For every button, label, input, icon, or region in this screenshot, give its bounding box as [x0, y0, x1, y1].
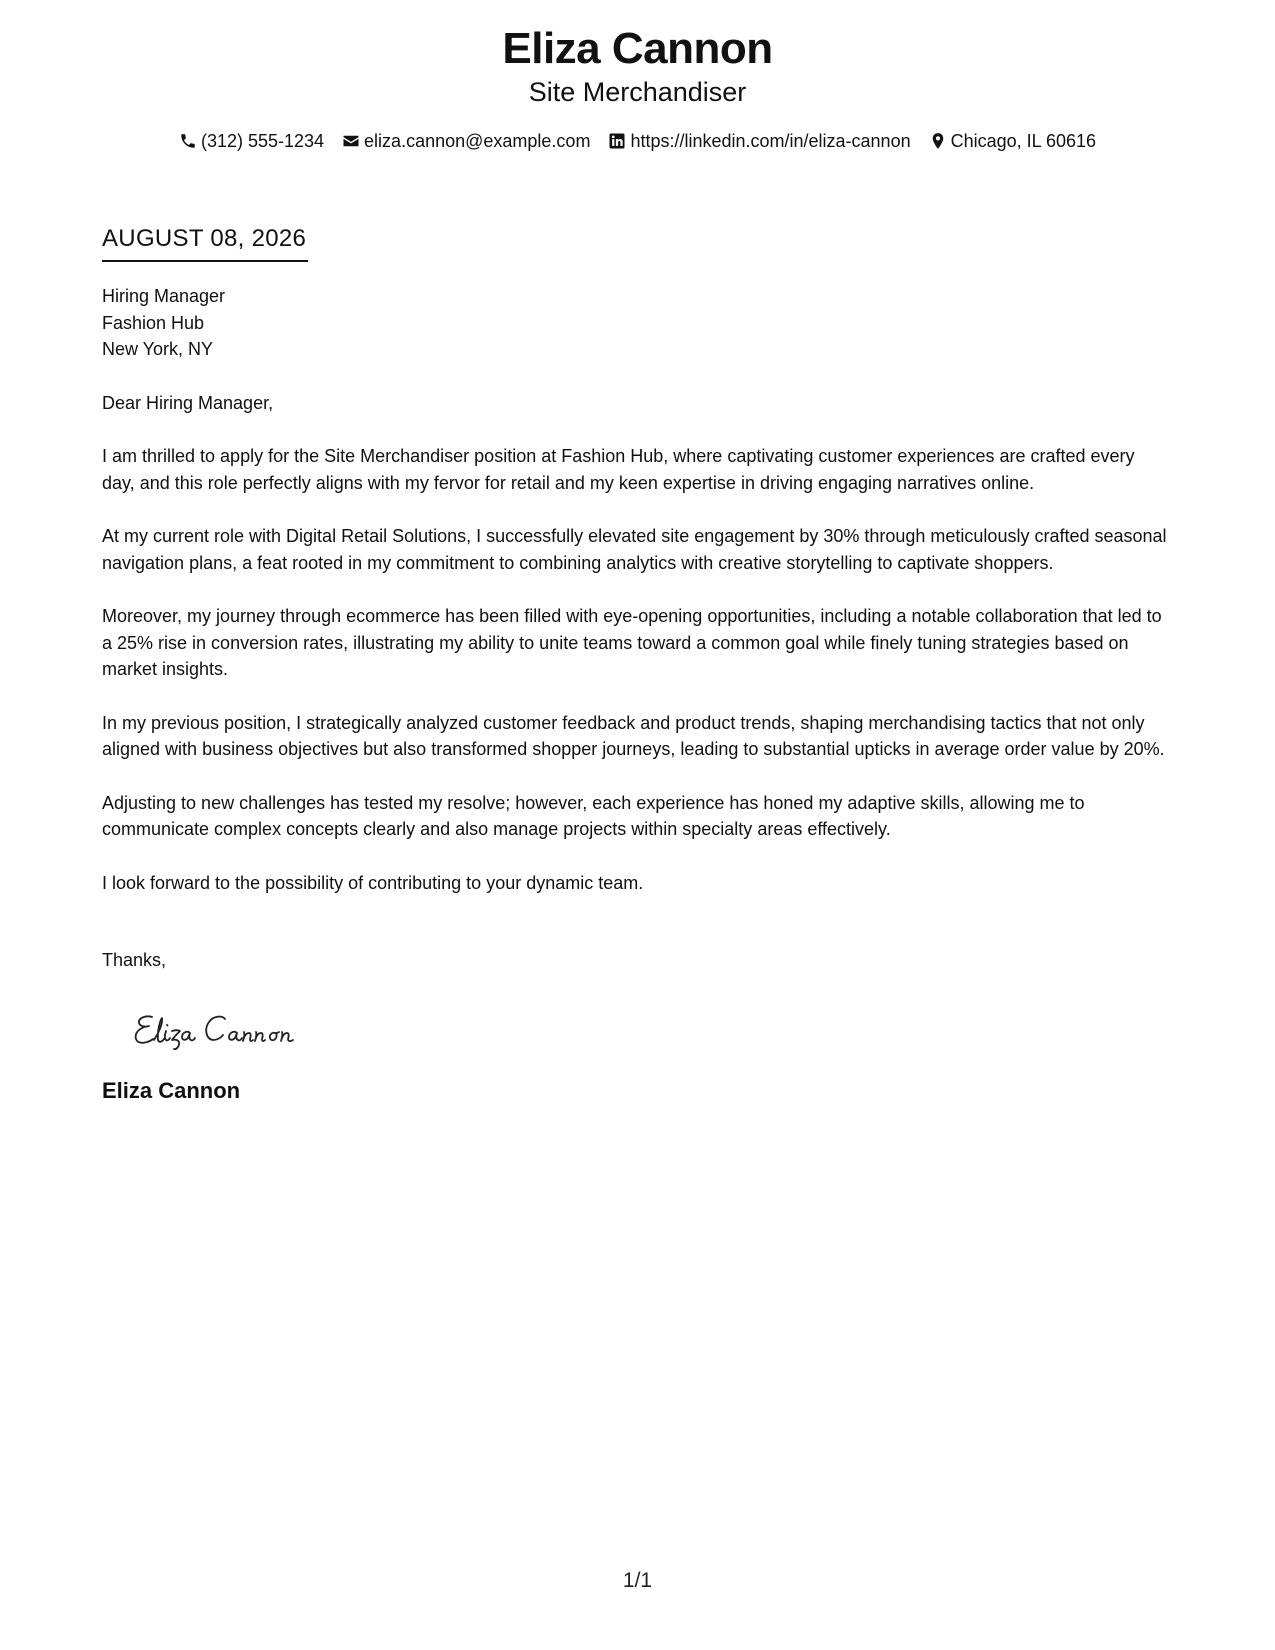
contact-phone-text: (312) 555-1234	[200, 131, 325, 151]
salutation: Dear Hiring Manager,	[102, 392, 274, 413]
contact-email[interactable]	[342, 130, 590, 152]
contact-linkedin[interactable]	[608, 130, 910, 152]
page-indicator: 1/1	[622, 1569, 653, 1592]
letter-header	[0, 22, 1275, 152]
recipient-line: New York, NY	[102, 339, 214, 359]
recipient-address	[102, 283, 1167, 363]
contact-location-text: Chicago, IL 60616	[950, 131, 1097, 151]
body-paragraph: At my current role with Digital Retail Solutions, I successfully elevated site engagement by 30% through meticulously crafted seasonal navigation plans, a feat rooted in my commitment to combining analytics with creative storytelling to captivate shoppers.	[102, 526, 1167, 573]
envelope-icon	[342, 132, 360, 150]
letter-date: AUGUST 08, 2026	[102, 224, 308, 262]
linkedin-icon	[608, 132, 626, 150]
recipient-line: Hiring Manager	[102, 286, 226, 306]
applicant-name: Eliza Cannon	[502, 24, 773, 73]
letter-body	[102, 283, 1167, 1105]
signature-image	[130, 1007, 330, 1055]
recipient-line: Fashion Hub	[102, 312, 205, 333]
body-paragraph: Adjusting to new challenges has tested my resolve; however, each experience has honed my adaptive skills, allowing me to communicate complex concepts clearly and also manage projects within specialty areas effectively.	[102, 792, 1085, 839]
contact-linkedin-text: https://linkedin.com/in/eliza-cannon	[630, 131, 911, 151]
body-paragraph: I am thrilled to apply for the Site Merchandiser position at Fashion Hub, where captivating customer experiences are crafted every day, and this role perfectly aligns with my fervor for retail and my keen expertise in driving engaging narratives online.	[102, 446, 1135, 493]
contact-email-text: eliza.cannon@example.com	[364, 131, 591, 151]
closing: Thanks,	[102, 950, 167, 970]
contact-phone	[179, 130, 324, 152]
body-paragraph: In my previous position, I strategically analyzed customer feedback and product trends, shaping merchandising tactics that not only aligned with business objectives but also transformed shopper journeys, leading to substantial upticks in average order value by 20%.	[102, 712, 1165, 759]
contact-location	[929, 130, 1096, 152]
body-paragraph: Moreover, my journey through ecommerce has been filled with eye-opening opportunities, including a notable collaboration that led to a 25% rise in conversion rates, illustrating my ability to unite teams toward a common goal while finely tuning strategies based on market insights.	[102, 606, 1162, 679]
contact-bar	[0, 130, 1275, 152]
signer-name: Eliza Cannon	[102, 1077, 241, 1103]
body-paragraph: I look forward to the possibility of contributing to your dynamic team.	[102, 872, 644, 893]
applicant-role: Site Merchandiser	[528, 77, 747, 107]
map-marker-icon	[929, 132, 947, 150]
phone-icon	[179, 132, 197, 150]
